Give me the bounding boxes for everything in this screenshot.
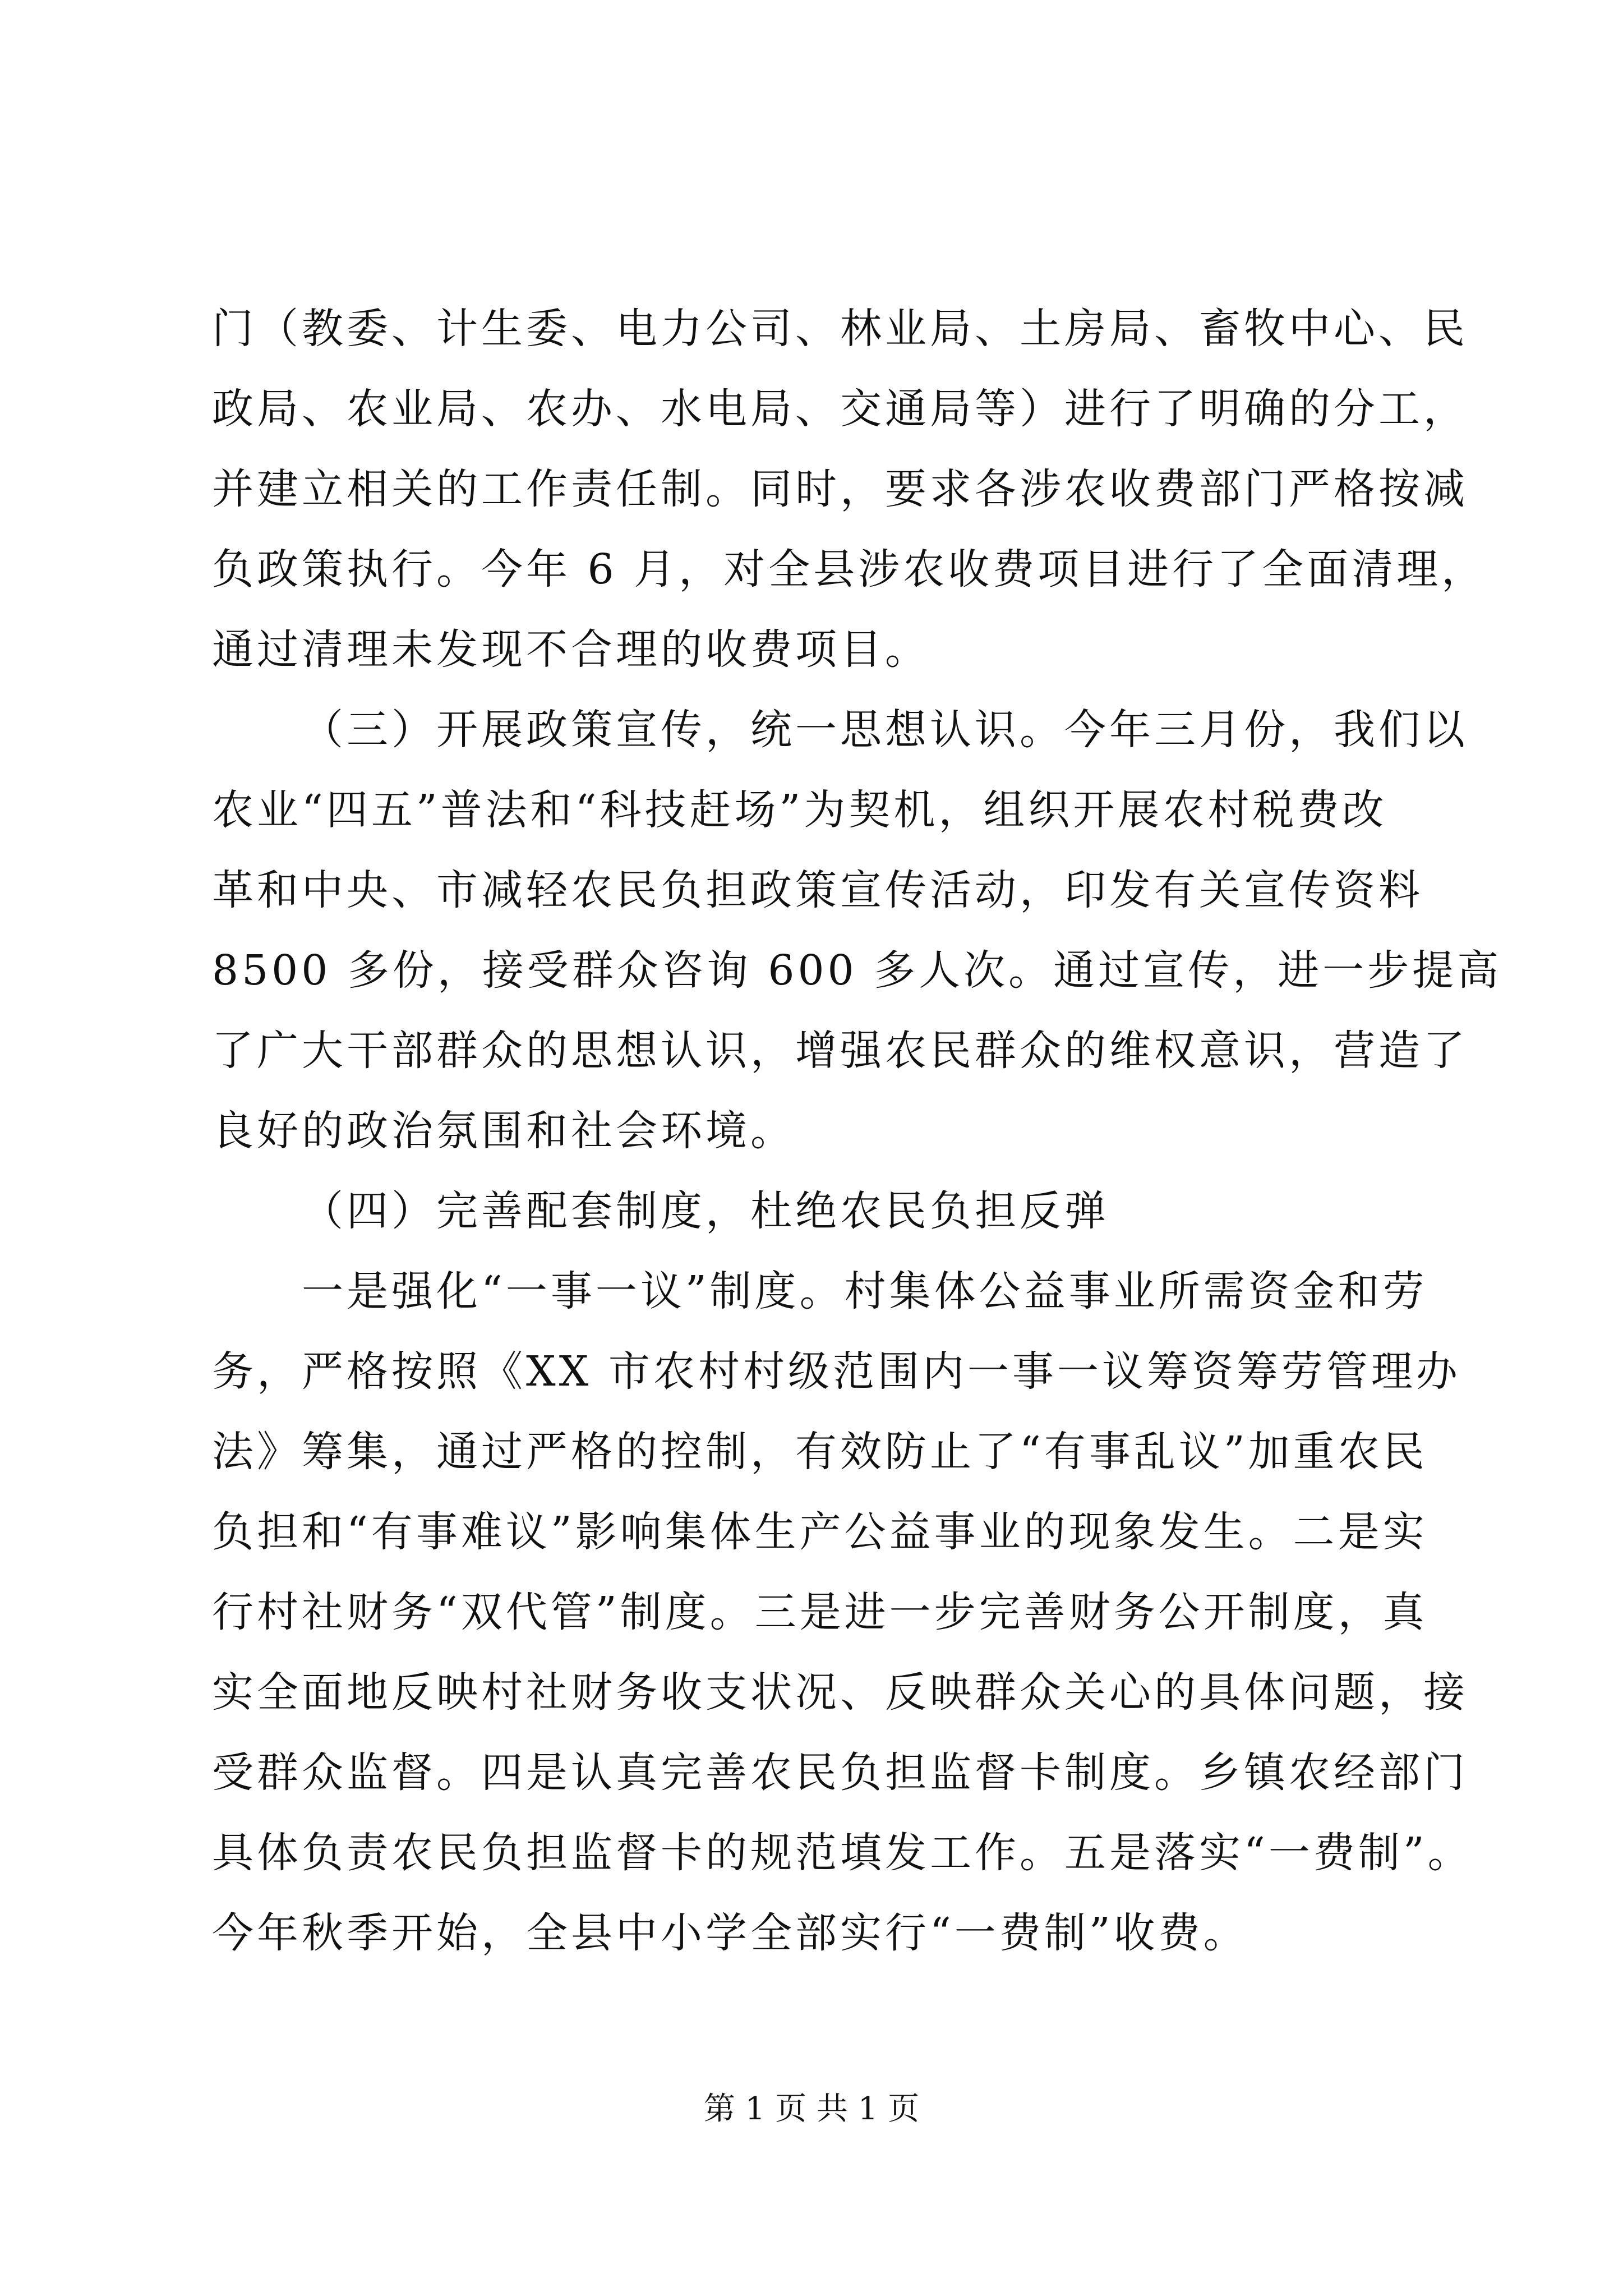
text-line: 政局、农业局、农办、水电局、交通局等）进行了明确的分工， <box>212 385 1468 433</box>
text-line: 负担和“有事难议”影响集体生产公益事业的现象发生。二是实 <box>212 1508 1428 1556</box>
text-line: 农业“四五”普法和“科技赶场”为契机，组织开展农村税费改 <box>212 786 1387 834</box>
text-line: 革和中央、市减轻农民负担政策宣传活动，印发有关宣传资料 <box>212 866 1423 914</box>
text-line: 实全面地反映村社财务收支状况、反映群众关心的具体问题，接 <box>212 1668 1468 1717</box>
text-line: 行村社财务“双代管”制度。三是进一步完善财务公开制度，真 <box>212 1588 1428 1636</box>
text-line: 门（教委、计生委、电力公司、林业局、土房局、畜牧中心、民 <box>212 305 1468 353</box>
text-line: 并建立相关的工作责任制。同时，要求各涉农收费部门严格按减 <box>212 465 1468 513</box>
text-line: 负政策执行。今年 6 月，对全县涉农收费项目进行了全面清理， <box>212 545 1487 593</box>
text-line: 受群众监督。四是认真完善农民负担监督卡制度。乡镇农经部门 <box>212 1749 1468 1797</box>
paragraph-start-line: 一是强化“一事一议”制度。村集体公益事业所需资金和劳 <box>302 1267 1428 1315</box>
text-line: 法》筹集，通过严格的控制，有效防止了“有事乱议”加重农民 <box>212 1428 1428 1476</box>
text-line: 通过清理未发现不合理的收费项目。 <box>212 625 930 674</box>
text-line: 良好的政治氛围和社会环境。 <box>212 1107 795 1155</box>
text-line: 具体负责农民负担监督卡的规范填发工作。五是落实“一费制”。 <box>212 1829 1473 1877</box>
body-text <box>212 289 1502 1973</box>
text-line: 了广大干部群众的思想认识，增强农民群众的维权意识，营造了 <box>212 1027 1468 1075</box>
section-heading: （四）完善配套制度，杜绝农民负担反弹 <box>302 1187 1109 1235</box>
paragraph-start-line: （三）开展政策宣传，统一思想认识。今年三月份，我们以 <box>302 706 1468 754</box>
page-number-footer: 第 1 页 共 1 页 <box>703 2091 920 2127</box>
text-line: 务，严格按照《XX 市农村村级范围内一事一议筹资筹劳管理办 <box>212 1347 1461 1396</box>
text-line: 今年秋季开始，全县中小学全部实行“一费制”收费。 <box>212 1909 1248 1957</box>
text-line: 8500 多份，接受群众咨询 600 多人次。通过宣传，进一步提高 <box>212 946 1502 995</box>
